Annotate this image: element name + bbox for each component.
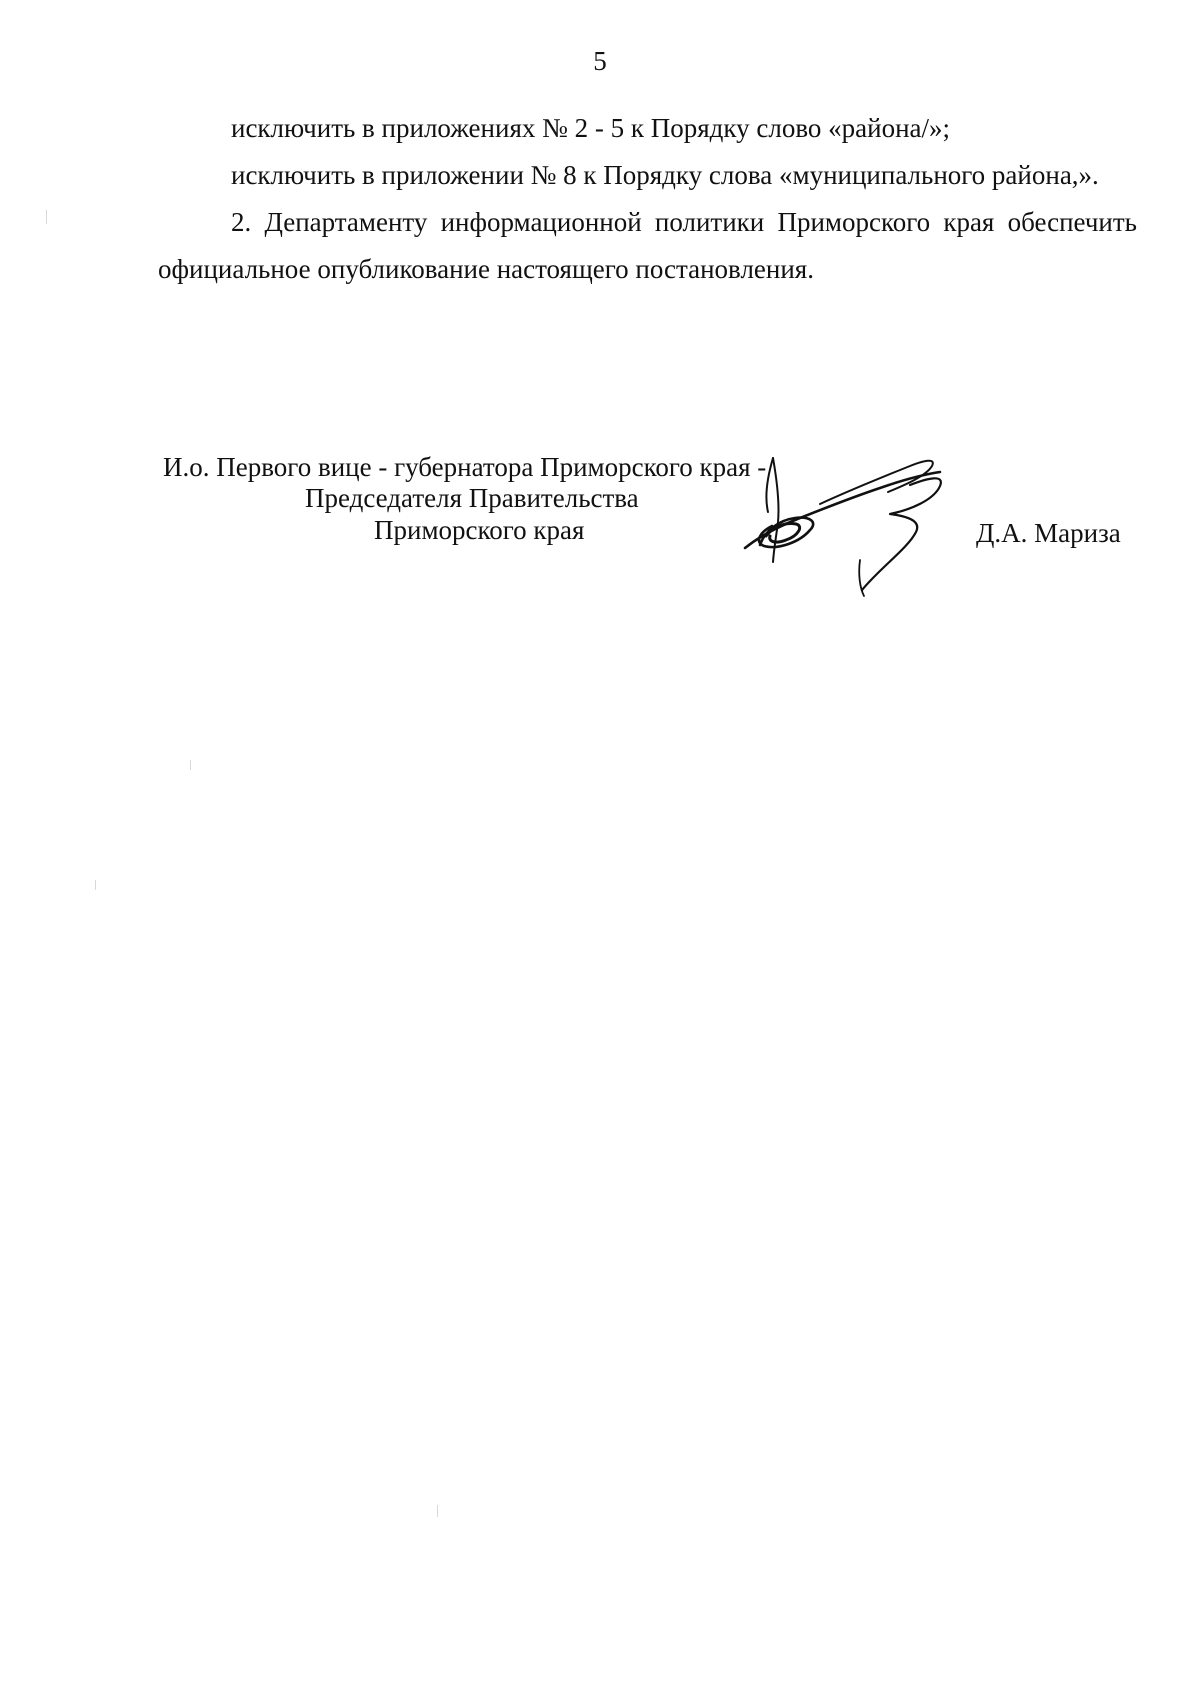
paragraph-publication-instruction: 2. Департаменту информационной политики Приморского края обеспечить официальное опубликование настоящего постановления. xyxy=(158,207,1137,284)
paragraph-exclude-appendix-8: исключить в приложении № 8 к Порядку слова «муниципального района,». xyxy=(231,160,1099,190)
signatory-position-line: Приморского края xyxy=(374,515,585,545)
scan-artifact-line xyxy=(95,880,96,890)
signature-stroke xyxy=(759,518,813,547)
scan-artifact-line xyxy=(46,210,47,224)
signature-stroke xyxy=(862,478,941,590)
body-text xyxy=(158,105,1137,293)
handwritten-signature-icon xyxy=(740,450,970,600)
signature-stroke xyxy=(745,472,940,548)
signatory-position-line: И.о. Первого вице - губернатора Приморского края - xyxy=(163,452,767,482)
scan-artifact-line xyxy=(437,1505,438,1517)
signer-name: Д.А. Мариза xyxy=(976,518,1121,548)
scan-artifact-line xyxy=(190,760,191,770)
signature-block xyxy=(0,450,1200,600)
signature-stroke xyxy=(766,458,773,512)
signature-stroke xyxy=(859,560,864,596)
page-number: 5 xyxy=(593,46,607,76)
paragraph-exclude-appendices-2-5: исключить в приложениях № 2 - 5 к Порядку слово «района/»; xyxy=(231,113,951,143)
signatory-position-line: Председателя Правительства xyxy=(305,483,639,513)
